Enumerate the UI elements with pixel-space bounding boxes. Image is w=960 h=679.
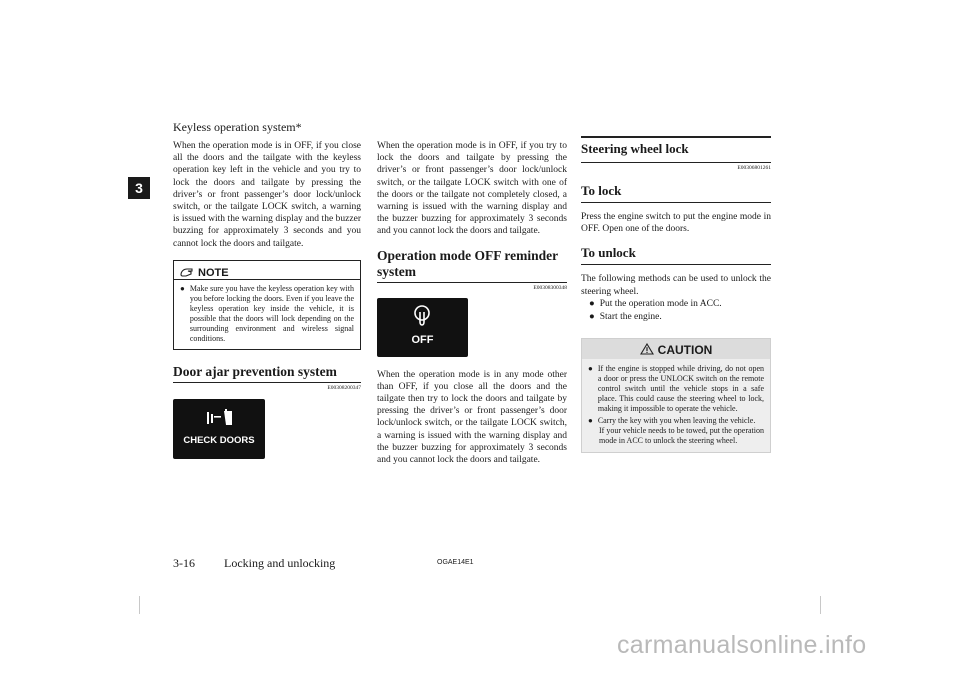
door-ajar-title: Door ajar prevention system xyxy=(173,364,361,383)
bullet-icon: ● xyxy=(588,415,593,425)
door-open-icon xyxy=(204,408,234,428)
watermark: carmanualsonline.info xyxy=(617,631,867,659)
intro-paragraph: When the operation mode is in OFF, if you close all the doors and the tailgate with the keyless operation key left in the vehicle and you try to lock the doors and tailgate by pressing the driver’s or front passenger’s door lock/unlock switch, or the tailgate LOCK switch, a warning is issued with the warning display and the buzzer buzzing for approximately 3 seconds and you cannot lock the doors and tailgate. xyxy=(173,141,361,249)
off-display xyxy=(377,298,468,357)
column-1 xyxy=(173,140,361,459)
note-hand-icon xyxy=(180,266,194,278)
note-text: Make sure you have the keyless operation key with you before locking the doors. Even if you leave the keyless operation key inside the vehicle, it is possible that the doors will lock depending on the surrounding environment and wireless signal conditions. xyxy=(189,283,354,343)
crop-mark xyxy=(820,596,821,614)
check-doors-display xyxy=(173,399,265,459)
off-reminder-code: E00308300348 xyxy=(533,284,567,291)
caution-header xyxy=(582,339,770,359)
bullet-icon: ● xyxy=(589,298,595,309)
off-reminder-paragraph: When the operation mode is in any mode other than OFF, if you close all the doors and the tailgate then try to lock the doors and tailgate by pressing the driver’s or front passenger’s door lock/unlock switch, or the tailgate LOCK switch, a warning is issued with the warning display and the buzzer buzzing for approximately 3 seconds and you cannot lock the doors and tailgate. xyxy=(377,369,567,466)
steering-lock-title: Steering wheel lock xyxy=(581,136,771,163)
door-ajar-code: E00308200347 xyxy=(327,384,361,391)
bullet-icon: ● xyxy=(180,283,185,293)
to-lock-title: To lock xyxy=(581,183,771,203)
note-box xyxy=(173,260,361,350)
caution-item xyxy=(582,359,770,415)
column-2 xyxy=(377,140,567,466)
check-doors-text: CHECK DOORS xyxy=(183,434,255,446)
crop-mark xyxy=(139,596,140,614)
bullet-icon: ● xyxy=(589,311,595,322)
off-reminder-section xyxy=(377,248,567,291)
to-lock-text: Press the engine switch to put the engine mode in OFF. Open one of the doors. xyxy=(581,212,771,235)
caution-item-text: If your vehicle needs to be towed, put the operation mode in ACC to unlock the steering wheel. xyxy=(599,425,764,445)
door-ajar-section xyxy=(173,364,361,391)
column-3 xyxy=(581,136,771,453)
note-item xyxy=(174,280,360,349)
door-ajar-paragraph: When the operation mode is in OFF, if you try to lock the doors and tailgate by pressing the driver’s or front passenger’s door lock/unlock switch, or the tailgate LOCK switch with one of the doors or the tailgate not completely closed, a warning is issued with the warning display and the buzzer buzzing for approximately 3 seconds and you cannot lock the doors and tailgate. xyxy=(377,141,567,237)
footer-section: Locking and unlocking xyxy=(224,556,336,570)
caution-item-text: Carry the key with you when leaving the vehicle. xyxy=(597,415,756,425)
off-text: OFF xyxy=(411,333,434,346)
document-code: OGAE14E1 xyxy=(437,559,474,566)
unlock-item-text: Put the operation mode in ACC. xyxy=(599,298,722,309)
bullet-icon: ● xyxy=(588,363,593,373)
chapter-tab: 3 xyxy=(128,177,150,199)
to-unlock-text: The following methods can be used to unlock the steering wheel. xyxy=(581,274,771,297)
to-unlock-title: To unlock xyxy=(581,245,771,265)
off-reminder-title: Operation mode OFF reminder system xyxy=(377,248,567,283)
caution-item xyxy=(582,415,770,426)
unlock-item xyxy=(581,298,771,311)
hand-touch-icon xyxy=(409,304,435,330)
caution-item-text: If the engine is stopped while driving, do not open a door or press the UNLOCK switch on the remote control switch until the vehicle stops in a safe place. This could cause the steering wheel to lock, making it impossible to operate the vehicle. xyxy=(597,363,764,413)
running-header: Keyless operation system* xyxy=(173,120,302,134)
note-header xyxy=(174,261,360,280)
warning-triangle-icon xyxy=(640,343,654,355)
caution-box xyxy=(581,338,771,453)
unlock-item xyxy=(581,311,771,324)
steering-lock-code: E00306801261 xyxy=(737,165,771,171)
caution-item-continuation xyxy=(582,426,770,452)
note-label: NOTE xyxy=(198,266,229,279)
page-number: 3-16 xyxy=(173,556,195,570)
unlock-item-text: Start the engine. xyxy=(599,311,662,322)
caution-label: CAUTION xyxy=(657,342,713,357)
